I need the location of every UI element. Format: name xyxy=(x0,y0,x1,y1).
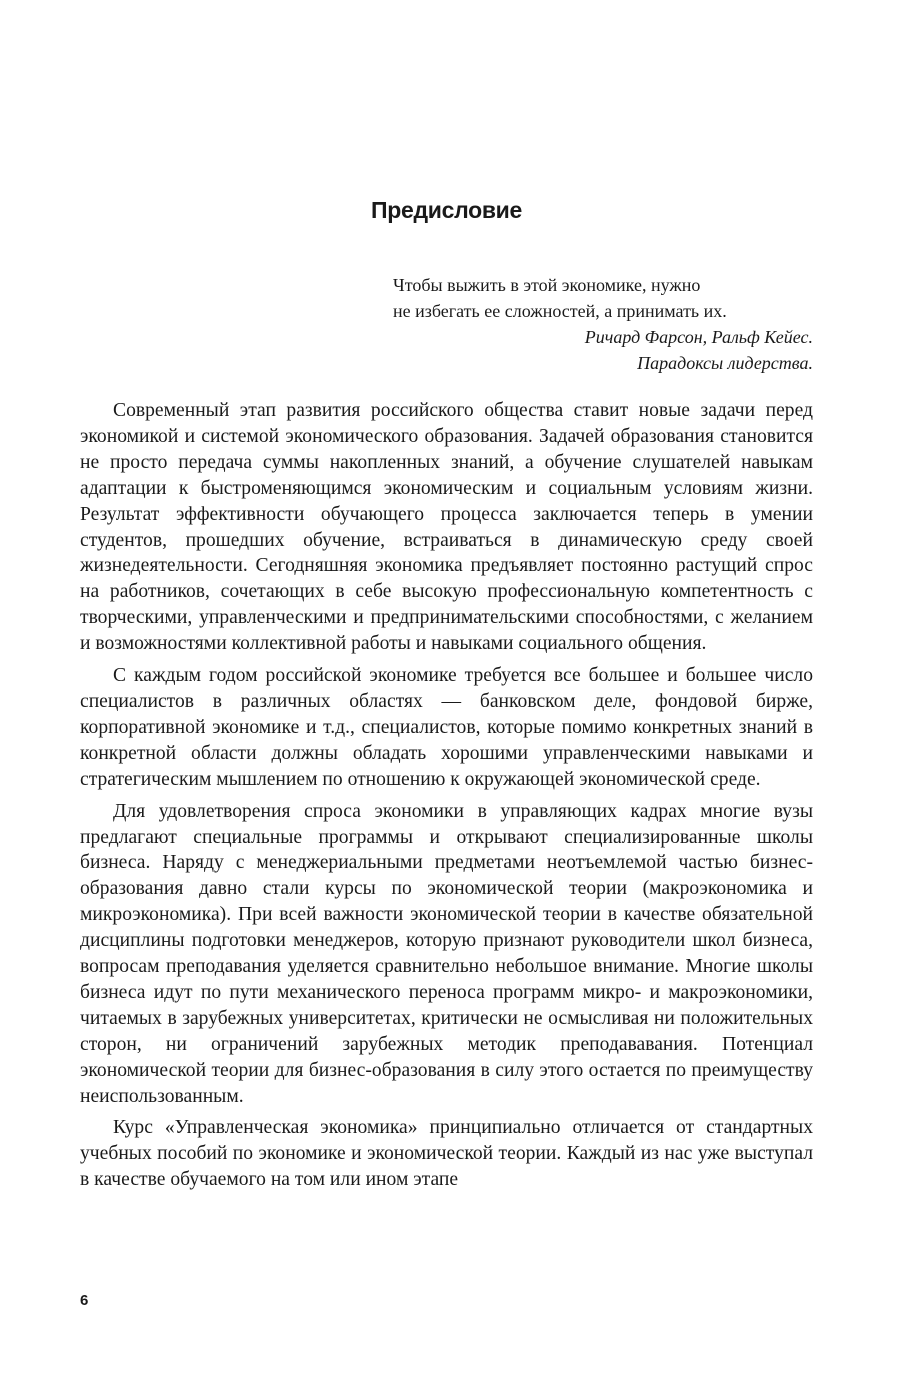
epigraph-source: Парадоксы лидерства. xyxy=(637,353,813,373)
body-text xyxy=(80,398,813,1199)
paragraph-3: Для удовлетворения спроса экономики в управляющих кадрах многие вузы предлагают специальные программы и открывают специализированные школы бизнеса. Наряду с менеджериальными предметами неотъемлемой частью бизнес-образования давно стали курсы по экономической теории (макроэкономика и микроэкономика). При всей важности экономической теории в качестве обязательной дисциплины подготовки менеджеров, которую признают руководители школ бизнеса, вопросам преподавания уделяется сравнительно небольшое внимание. Многие школы бизнеса идут по пути механического переноса программ микро- и макроэкономики, читаемых в зарубежных университетах, критически не осмысливая ни положительных сторон, ни ограничений зарубежных методик преподававания. Потенциал экономической теории для бизнес-образования в силу этого остается по преимуществу неиспользованным. xyxy=(80,800,813,1107)
epigraph xyxy=(393,272,813,376)
paragraph-1: Современный этап развития российского общества ставит новые задачи перед экономикой и системой экономического образования. Задачей образования становится не просто передача суммы накопленных знаний, а обучение слушателей навыкам адаптации к быстроменяющимся экономическим и социальным условиям жизни. Результат эффективности обучающего процесса заключается теперь в умении студентов, прошедших обучение, встраиваться в динамическую среду своей жизнедеятельности. Сегодняшняя экономика предъявляет постоянно растущий спрос на работников, сочетающих в себе высокую профессиональную компетентность с творческими, управленческими и предпринимательскими способностями, с желанием и возможностями коллективной работы и навыками социального общения. xyxy=(80,400,813,655)
epigraph-line-2: не избегать ее сложностей, а принимать их. xyxy=(393,301,727,321)
epigraph-authors: Ричард Фарсон, Ральф Кейес. xyxy=(584,327,813,347)
paragraph-4: Курс «Управленческая экономика» принципиально отличается от стандартных учебных пособий по экономике и экономической теории. Каждый из нас уже выступал в качестве обучаемого на том или ином этапе xyxy=(80,1117,813,1191)
book-page xyxy=(80,0,813,1382)
epigraph-line-1: Чтобы выжить в этой экономике, нужно xyxy=(393,275,701,295)
paragraph-2: С каждым годом российской экономике требуется все большее и большее число специалистов в различных областях — банковском деле, фондовой бирже, корпоративной экономике и т.д., специалистов, которые помимо конкретных знаний в конкретной области должны обладать хорошими управленческими навыками и стратегическим мышлением по отношению к окружающей экономической среде. xyxy=(80,665,813,790)
page-title: Предисловие xyxy=(370,197,523,223)
page-number: 6 xyxy=(80,1292,89,1309)
